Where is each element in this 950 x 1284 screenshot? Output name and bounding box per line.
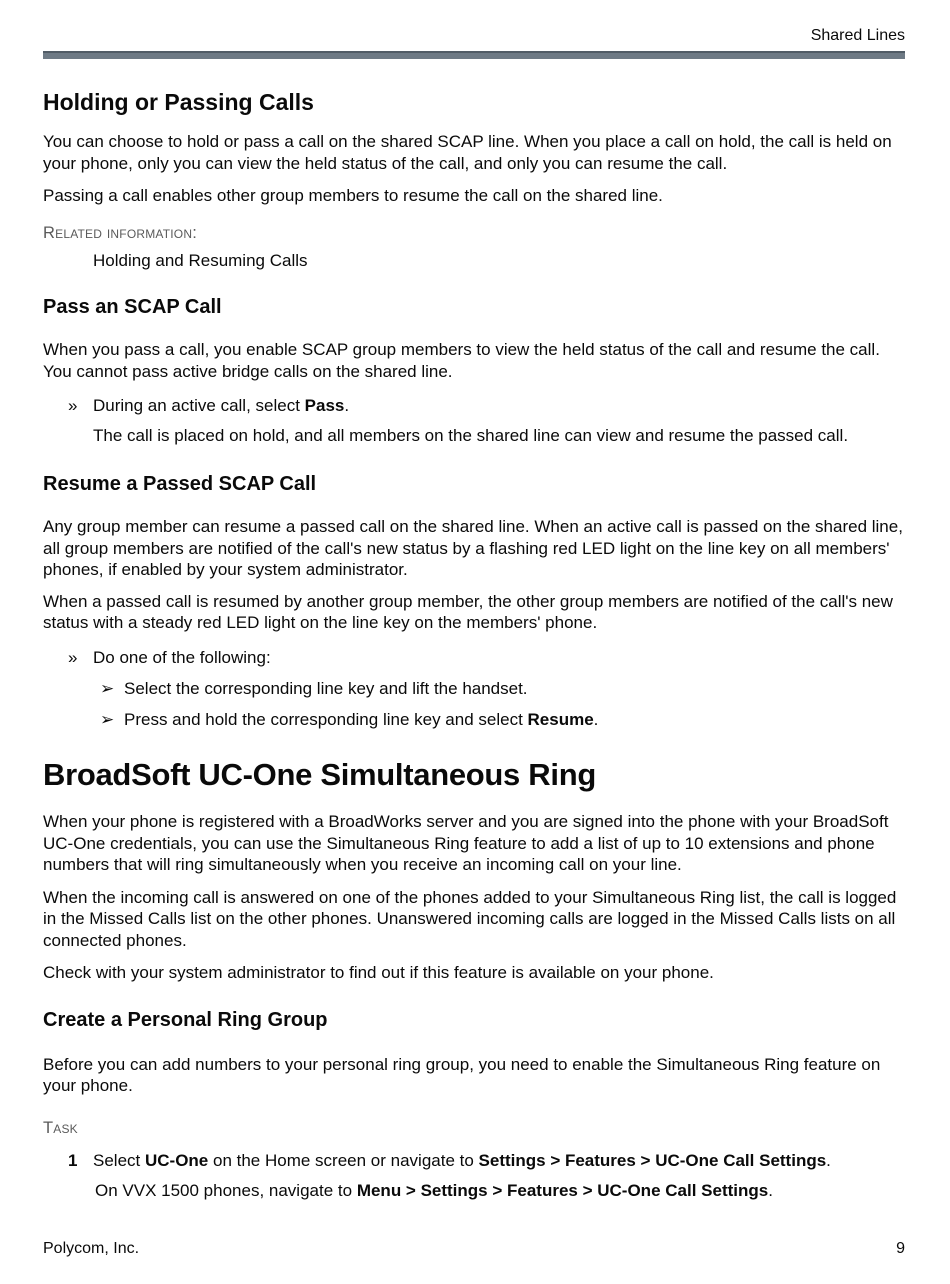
footer-company: Polycom, Inc. [43, 1240, 140, 1257]
paragraph-passing-intro: Passing a call enables other group members to resume the call on the shared line. [43, 186, 663, 205]
bullet-text-do-one-of-following: Do one of the following: [93, 647, 271, 667]
bullet-result-text: The call is placed on hold, and all members on the shared line can view and resume the passed call. [93, 425, 849, 445]
bullet-text-pass: During an active call, select Pass. [93, 396, 350, 415]
step-1-note-text: On VVX 1500 phones, navigate to Menu > Settings > Features > UC-One Call Settings. [95, 1181, 773, 1200]
running-header [43, 26, 905, 46]
paragraph-simring-check-admin: Check with your system administrator to find out if this feature is available on your phone. [43, 963, 714, 982]
footer-page-number: 9 [896, 1240, 905, 1257]
paragraph-resume-detail: When a passed call is resumed by another group member, the other group members are notified of the call's new status with a steady red LED light on the line key on the members' phone. [43, 591, 893, 632]
paragraph-resume-intro: Any group member can resume a passed call on the shared line. When an active call is passed on the shared line, all group members are notified of the call's new status by a flashing red LED light on the line key on all members' phones, if enabled by your system administrator. [43, 517, 903, 579]
sub-bullet-item-select-line-key [43, 678, 905, 700]
step-number: 1 [68, 1150, 78, 1170]
bullet-marker: » [68, 396, 78, 415]
subsection-title-pass-an-scap-call: Pass an SCAP Call [43, 296, 222, 318]
paragraph-simring-intro: When your phone is registered with a BroadWorks server and you are signed into the phone with your BroadSoft UC-One credentials, you can use the Simultaneous Ring feature to add a list of up to 10 extensions and phone numbers that will ring simultaneously when you receive an incoming call on your line. [43, 812, 889, 874]
task-label: Task [43, 1118, 78, 1137]
related-information-label: Related information: [43, 223, 197, 242]
bullet-marker: » [68, 647, 78, 667]
step-1-text: Select UC-One on the Home screen or navigate to Settings > Features > UC-One Call Settings. [93, 1150, 831, 1170]
subsection-title-resume-a-passed-scap-call: Resume a Passed SCAP Call [43, 473, 317, 495]
bullet-item-pass [43, 395, 905, 417]
page-footer [43, 1239, 905, 1258]
paragraph-createprg-intro: Before you can add numbers to your personal ring group, you need to enable the Simultaneous Ring feature on your phone. [43, 1054, 881, 1095]
paragraph-holding-intro: You can choose to hold or pass a call on the shared SCAP line. When you place a call on hold, the call is held on your phone, only you can view the held status of the call, and only you can resume the call. [43, 132, 892, 173]
arrow-bullet-marker: ➢ [100, 679, 115, 698]
related-link-holding-and-resuming-calls: Holding and Resuming Calls [93, 250, 308, 270]
sub-bullet-item-press-and-hold [43, 709, 905, 731]
paragraph-pass-intro: When you pass a call, you enable SCAP group members to view the held status of the call and resume the call. You cannot pass active bridge calls on the shared line. [43, 340, 880, 381]
bullet-item-do-one-of-following [43, 647, 905, 669]
section-title-holding-or-passing-calls: Holding or Passing Calls [43, 89, 314, 115]
related-information-block [43, 224, 905, 272]
running-header-title: Shared Lines [810, 27, 905, 44]
paragraph-simring-missed-calls: When the incoming call is answered on one of the phones added to your Simultaneous Ring list, the call is logged in the Missed Calls list on the other phones. Unanswered incoming calls are logged in the Missed Calls lists on all connected phones. [43, 887, 897, 950]
subsection-title-create-a-personal-ring-group: Create a Personal Ring Group [43, 1008, 328, 1031]
step-item-1 [43, 1150, 905, 1172]
sub-bullet-text-select-line-key: Select the corresponding line key and lift the handset. [124, 679, 528, 698]
header-rule [43, 51, 905, 59]
sub-bullet-text-press-and-hold: Press and hold the corresponding line key and select Resume. [124, 709, 599, 729]
chapter-title-broadsoft-uc-one-simultaneous-ring: BroadSoft UC-One Simultaneous Ring [43, 757, 596, 792]
arrow-bullet-marker: ➢ [100, 709, 115, 729]
